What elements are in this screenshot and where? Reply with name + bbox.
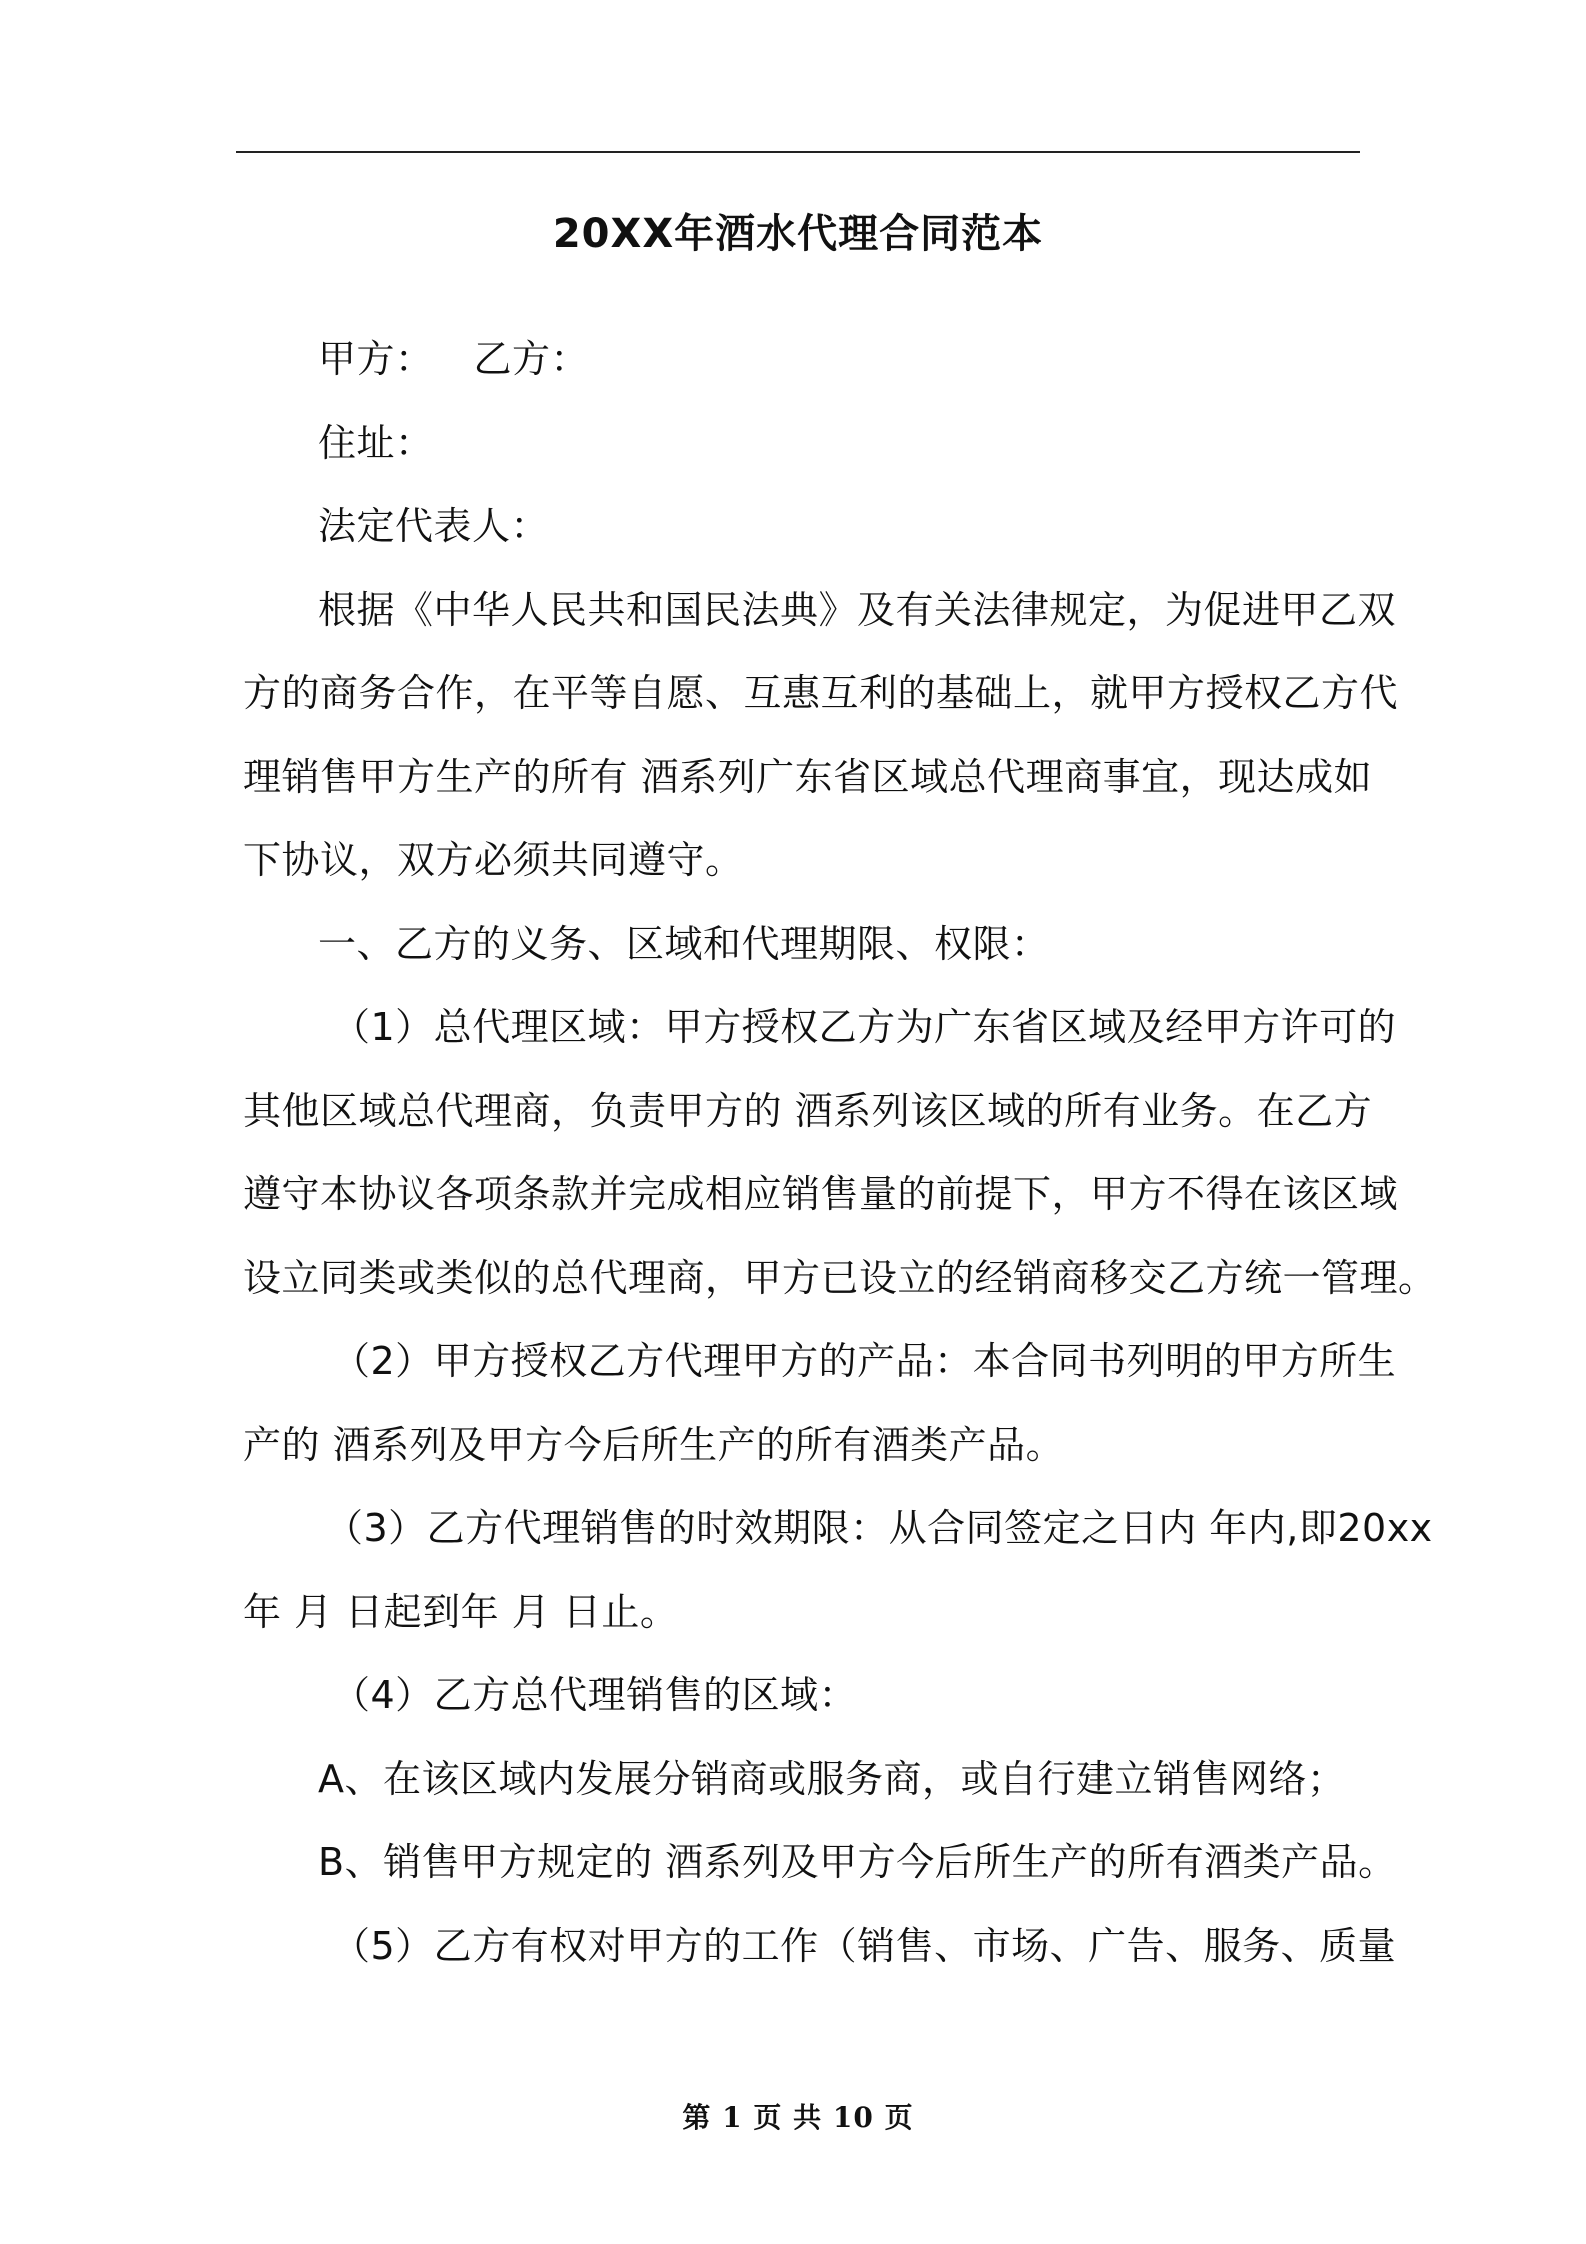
body-line: A、在该区域内发展分销商或服务商，或自行建立销售网络； (318, 1756, 1346, 1801)
body-line: 其他区域总代理商，负责甲方的 酒系列该区域的所有业务。在乙方 (243, 1088, 1373, 1133)
body-line: 设立同类或类似的总代理商，甲方已设立的经销商移交乙方统一管理。 (243, 1255, 1437, 1300)
document-body (243, 318, 1437, 1988)
body-line: （5）乙方有权对甲方的工作（销售、市场、广告、服务、质量 (332, 1923, 1397, 1968)
body-line: （4）乙方总代理销售的区域： (332, 1673, 858, 1717)
body-line: 产的 酒系列及甲方今后所生产的所有酒类产品。 (243, 1422, 1065, 1467)
legal-rep-line: 法定代表人： (318, 504, 550, 548)
body-line: 年 月 日起到年 月 日止。 (243, 1589, 679, 1634)
body-line: （3）乙方代理销售的时效期限：从合同签定之日内 年内,即20xx (325, 1506, 1433, 1550)
body-line: 下协议，双方必须共同遵守。 (243, 838, 744, 882)
section-heading: 一、乙方的义务、区域和代理期限、权限： (318, 921, 1050, 966)
header-divider (236, 151, 1360, 153)
parties-line (243, 318, 1357, 402)
body-line: B、销售甲方规定的 酒系列及甲方今后所生产的所有酒类产品。 (318, 1840, 1397, 1884)
body-line: 理销售甲方生产的所有 酒系列广东省区域总代理商事宜，现达成如 (243, 754, 1373, 799)
body-line: （2）甲方授权乙方代理甲方的产品：本合同书列明的甲方所生 (332, 1339, 1397, 1383)
page-indicator: 第 1 页 共 10 页 (682, 2101, 914, 2134)
body-line: 根据《中华人民共和国民法典》及有关法律规定，为促进甲乙双 (318, 587, 1397, 632)
document-title: 20XX年酒水代理合同范本 (552, 211, 1044, 257)
address-line: 住址： (318, 420, 434, 465)
party-a-label: 甲方： (318, 337, 434, 381)
party-b-label: 乙方： (473, 337, 590, 381)
body-line: （1）总代理区域：甲方授权乙方为广东省区域及经甲方许可的 (332, 1005, 1397, 1049)
body-line: 遵守本协议各项条款并完成相应销售量的前提下，甲方不得在该区域 (243, 1172, 1399, 1216)
body-line: 方的商务合作，在平等自愿、互惠互利的基础上，就甲方授权乙方代 (243, 671, 1399, 715)
